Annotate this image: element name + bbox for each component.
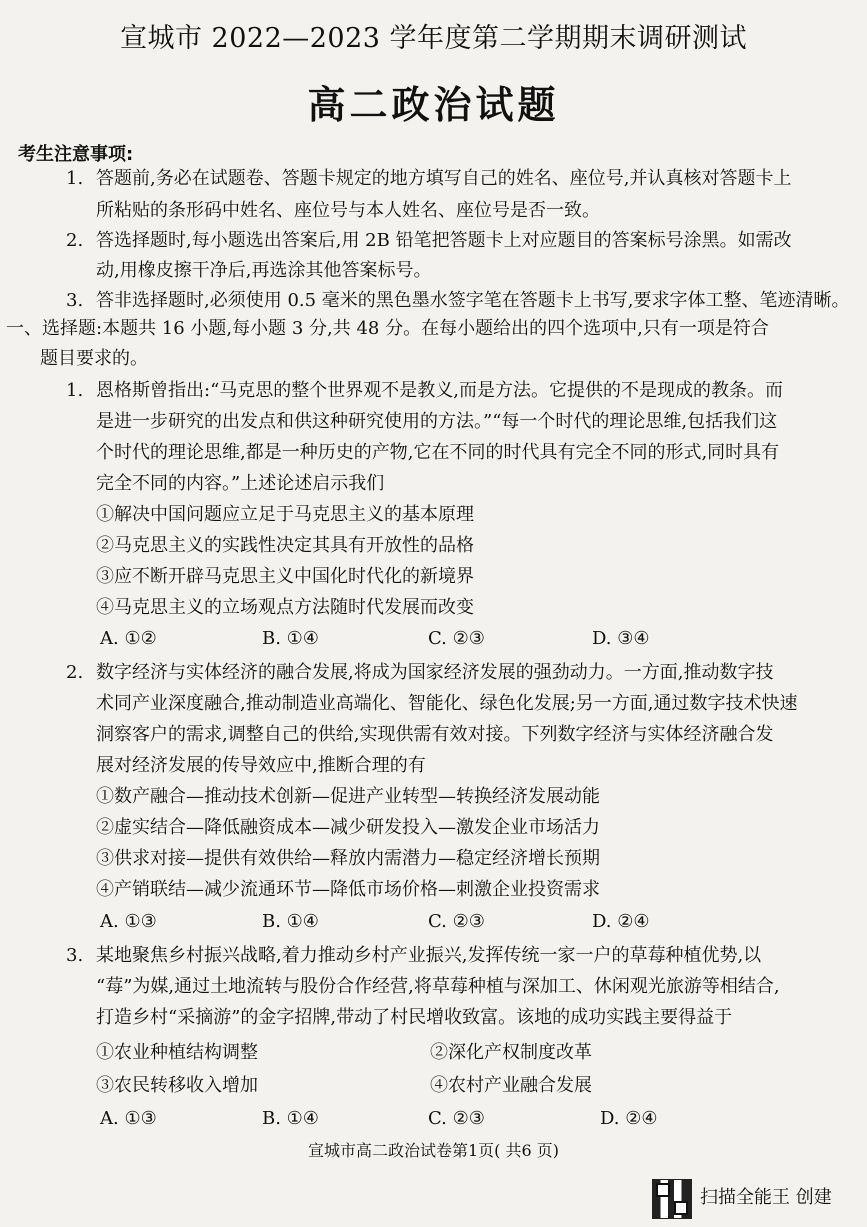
notice-item-2 [66,230,792,252]
notice-item-3 [66,290,850,312]
question-stem-line: 数字经济与实体经济的融合发展,将成为国家经济发展的强劲动力。一方面,推动数字技 [96,662,774,683]
question-3-stem [66,945,761,967]
section-heading-cont: 题目要求的。 [40,348,148,369]
question-stem-line: 完全不同的内容。”上述论述启示我们 [96,473,385,494]
notice-item-number: 1. [66,168,84,189]
notice-line: 答题前,务必在试题卷、答题卡规定的地方填写自己的姓名、座位号,并认真核对答题卡上 [96,168,792,189]
statement: ③供求对接—提供有效供给—释放内需潜力—稳定经济增长预期 [96,848,600,869]
qr-code-icon [652,1179,692,1219]
statement: ③农民转移收入增加 [96,1075,258,1096]
statement: ④产销联结—减少流通环节—降低市场价格—刺激企业投资需求 [96,879,600,900]
question-stem-line: 打造乡村“采摘游”的金字招牌,带动了村民增收致富。该地的成功实践主要得益于 [96,1007,733,1028]
question-stem-line: 某地聚焦乡村振兴战略,着力推动乡村产业振兴,发挥传统一家一户的草莓种植优势,以 [96,945,762,966]
statement: ③应不断开辟马克思主义中国化时代化的新境界 [96,566,474,587]
notice-line: 答选择题时,每小题选出答案后,用 2B 铅笔把答题卡上对应题目的答案标号涂黑。如需改 [96,230,792,251]
subject-title: 高二政治试题 [307,82,560,127]
question-stem-line: 个时代的理论思维,都是一种历史的产物,它在不同的时代具有完全不同的形式,同时具有 [96,442,780,463]
statement: ②虚实结合—降低融资成本—减少研发投入—激发企业市场活力 [96,817,600,838]
notice-item-number: 3. [66,290,84,311]
statement: ①解决中国问题应立足于马克思主义的基本原理 [96,504,474,525]
option-d: D. ③④ [592,628,650,649]
option-a: A. ①③ [100,911,157,932]
option-c: C. ②③ [428,1108,485,1129]
option-d: D. ②④ [592,911,650,932]
page-footer: 宣城市高二政治试卷第1页( 共6 页) [307,1141,560,1160]
statement: ①数产融合—推动技术创新—促进产业转型—转换经济发展动能 [96,786,600,807]
option-a: A. ①② [100,628,157,649]
question-number: 1. [66,380,84,401]
option-c: C. ②③ [428,628,485,649]
question-stem-line: “莓”为媒,通过土地流转与股份合作经营,将草莓种植与深加工、休闲观光旅游等相结合, [96,976,780,997]
question-2-stem [66,662,773,684]
statement: ④农村产业融合发展 [430,1075,592,1096]
option-d: D. ②④ [600,1108,658,1129]
statement: ①农业种植结构调整 [96,1042,258,1063]
question-stem-line: 恩格斯曾指出:“马克思的整个世界观不是教义,而是方法。它提供的不是现成的教条。而 [96,380,783,401]
notice-item-number: 2. [66,230,84,251]
question-number: 2. [66,662,84,683]
option-b: B. ①④ [262,628,319,649]
question-stem-line: 术同产业深度融合,推动制造业高端化、智能化、绿色化发展;另一方面,通过数字技术快速 [96,693,798,714]
notice-line: 答非选择题时,必须使用 0.5 毫米的黑色墨水签字笔在答题卡上书写,要求字体工整、笔迹清晰。 [96,290,850,311]
notice-heading: 考生注意事项: [18,144,134,165]
statement: ④马克思主义的立场观点方法随时代发展而改变 [96,597,474,618]
notice-line: 所粘贴的条形码中姓名、座位号与本人姓名、座位号是否一致。 [96,200,600,221]
section-heading: 一、选择题:本题共 16 小题,每小题 3 分,共 48 分。在每小题给出的四个选项中,只有一项是符合 [6,318,769,339]
question-1-stem [66,380,783,402]
question-number: 3. [66,945,84,966]
exam-title: 宣城市 2022—2023 学年度第二学期期末调研测试 [119,23,748,54]
notice-line: 动,用橡皮擦干净后,再选涂其他答案标号。 [96,260,432,281]
option-b: B. ①④ [262,1108,319,1129]
question-stem-line: 是进一步研究的出发点和供这种研究使用的方法。”“每一个时代的理论思维,包括我们这 [96,411,778,432]
scanner-watermark: 扫描全能王 创建 [700,1187,832,1208]
question-stem-line: 展对经济发展的传导效应中,推断合理的有 [96,755,426,776]
statement: ②马克思主义的实践性决定其具有开放性的品格 [96,535,474,556]
option-b: B. ①④ [262,911,319,932]
statement: ②深化产权制度改革 [430,1042,592,1063]
question-stem-line: 洞察客户的需求,调整自己的供给,实现供需有效对接。下列数字经济与实体经济融合发 [96,724,774,745]
notice-item-1 [66,168,791,190]
option-c: C. ②③ [428,911,485,932]
option-a: A. ①③ [100,1108,157,1129]
